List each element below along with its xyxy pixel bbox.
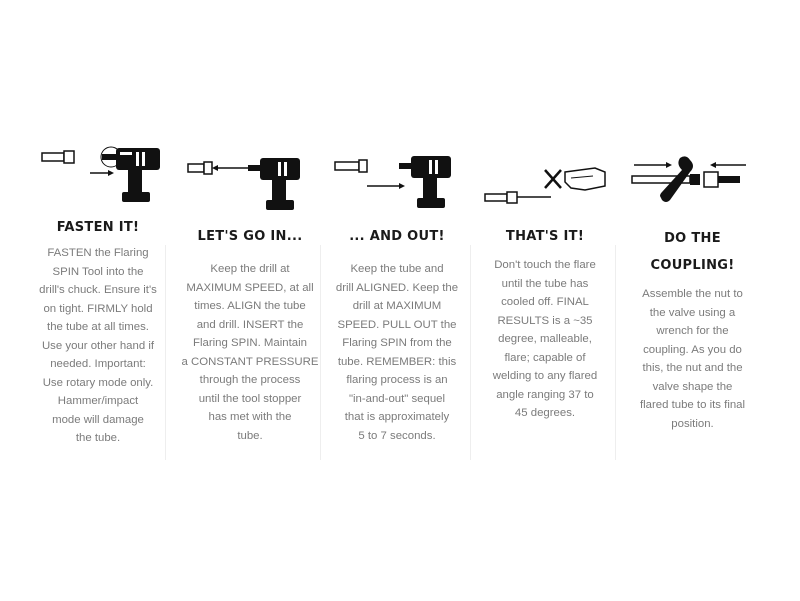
step-title: LET'S GO IN... [197, 229, 303, 244]
do-not-touch-hand-icon [475, 158, 615, 213]
divider [615, 245, 616, 460]
step-go-in [180, 150, 320, 445]
divider [470, 245, 471, 460]
step-title: DO THE COUPLING! [650, 231, 735, 273]
step-title: THAT'S IT! [505, 229, 585, 244]
step-description: Keep the drill at MAXIMUM SPEED, at all times. ALIGN the tube and drill. INSERT the Flaring SPIN. Maintain a CONSTANT PRESSURE through the process until the tool stopper has met with the tube. [181, 263, 319, 442]
divider [320, 245, 321, 460]
drill-pull-out-icon [327, 150, 467, 215]
step-description: FASTEN the Flaring SPIN Tool into the drill's chuck. Ensure it's on tight. FIRMLY hold the tube at all times. Use your other hand if needed. Important: Use rotary mode only. Hammer/impact mode will damage the tube. [39, 247, 157, 444]
wrench-coupling-icon [620, 150, 765, 215]
step-description: Assemble the nut to the valve using a wrench for the coupling. As you do this, the nut and the valve shape the flared tube to its final position. [639, 288, 746, 430]
step-title: ... AND OUT! [349, 229, 445, 244]
drill-with-tool-icon [18, 140, 178, 210]
step-and-out [327, 150, 467, 445]
step-fasten [18, 140, 178, 448]
drill-insert-icon [180, 150, 320, 215]
step-thats-it [475, 158, 615, 423]
step-title: FASTEN IT! [56, 220, 140, 235]
step-description: Keep the tube and drill ALIGNED. Keep the drill at MAXIMUM SPEED. PULL OUT the Flaring SPIN from the tube. REMEMBER: this flaring process is an "in-and-out" sequel that is approximately 5 to 7 seconds. [335, 263, 459, 442]
step-coupling [620, 150, 765, 433]
step-description: Don't touch the flare until the tube has cooled off. FINAL RESULTS is a ~35 degree, malleable, flare; capable of welding to any flared angle ranging 37 to 45 degrees. [492, 259, 598, 419]
